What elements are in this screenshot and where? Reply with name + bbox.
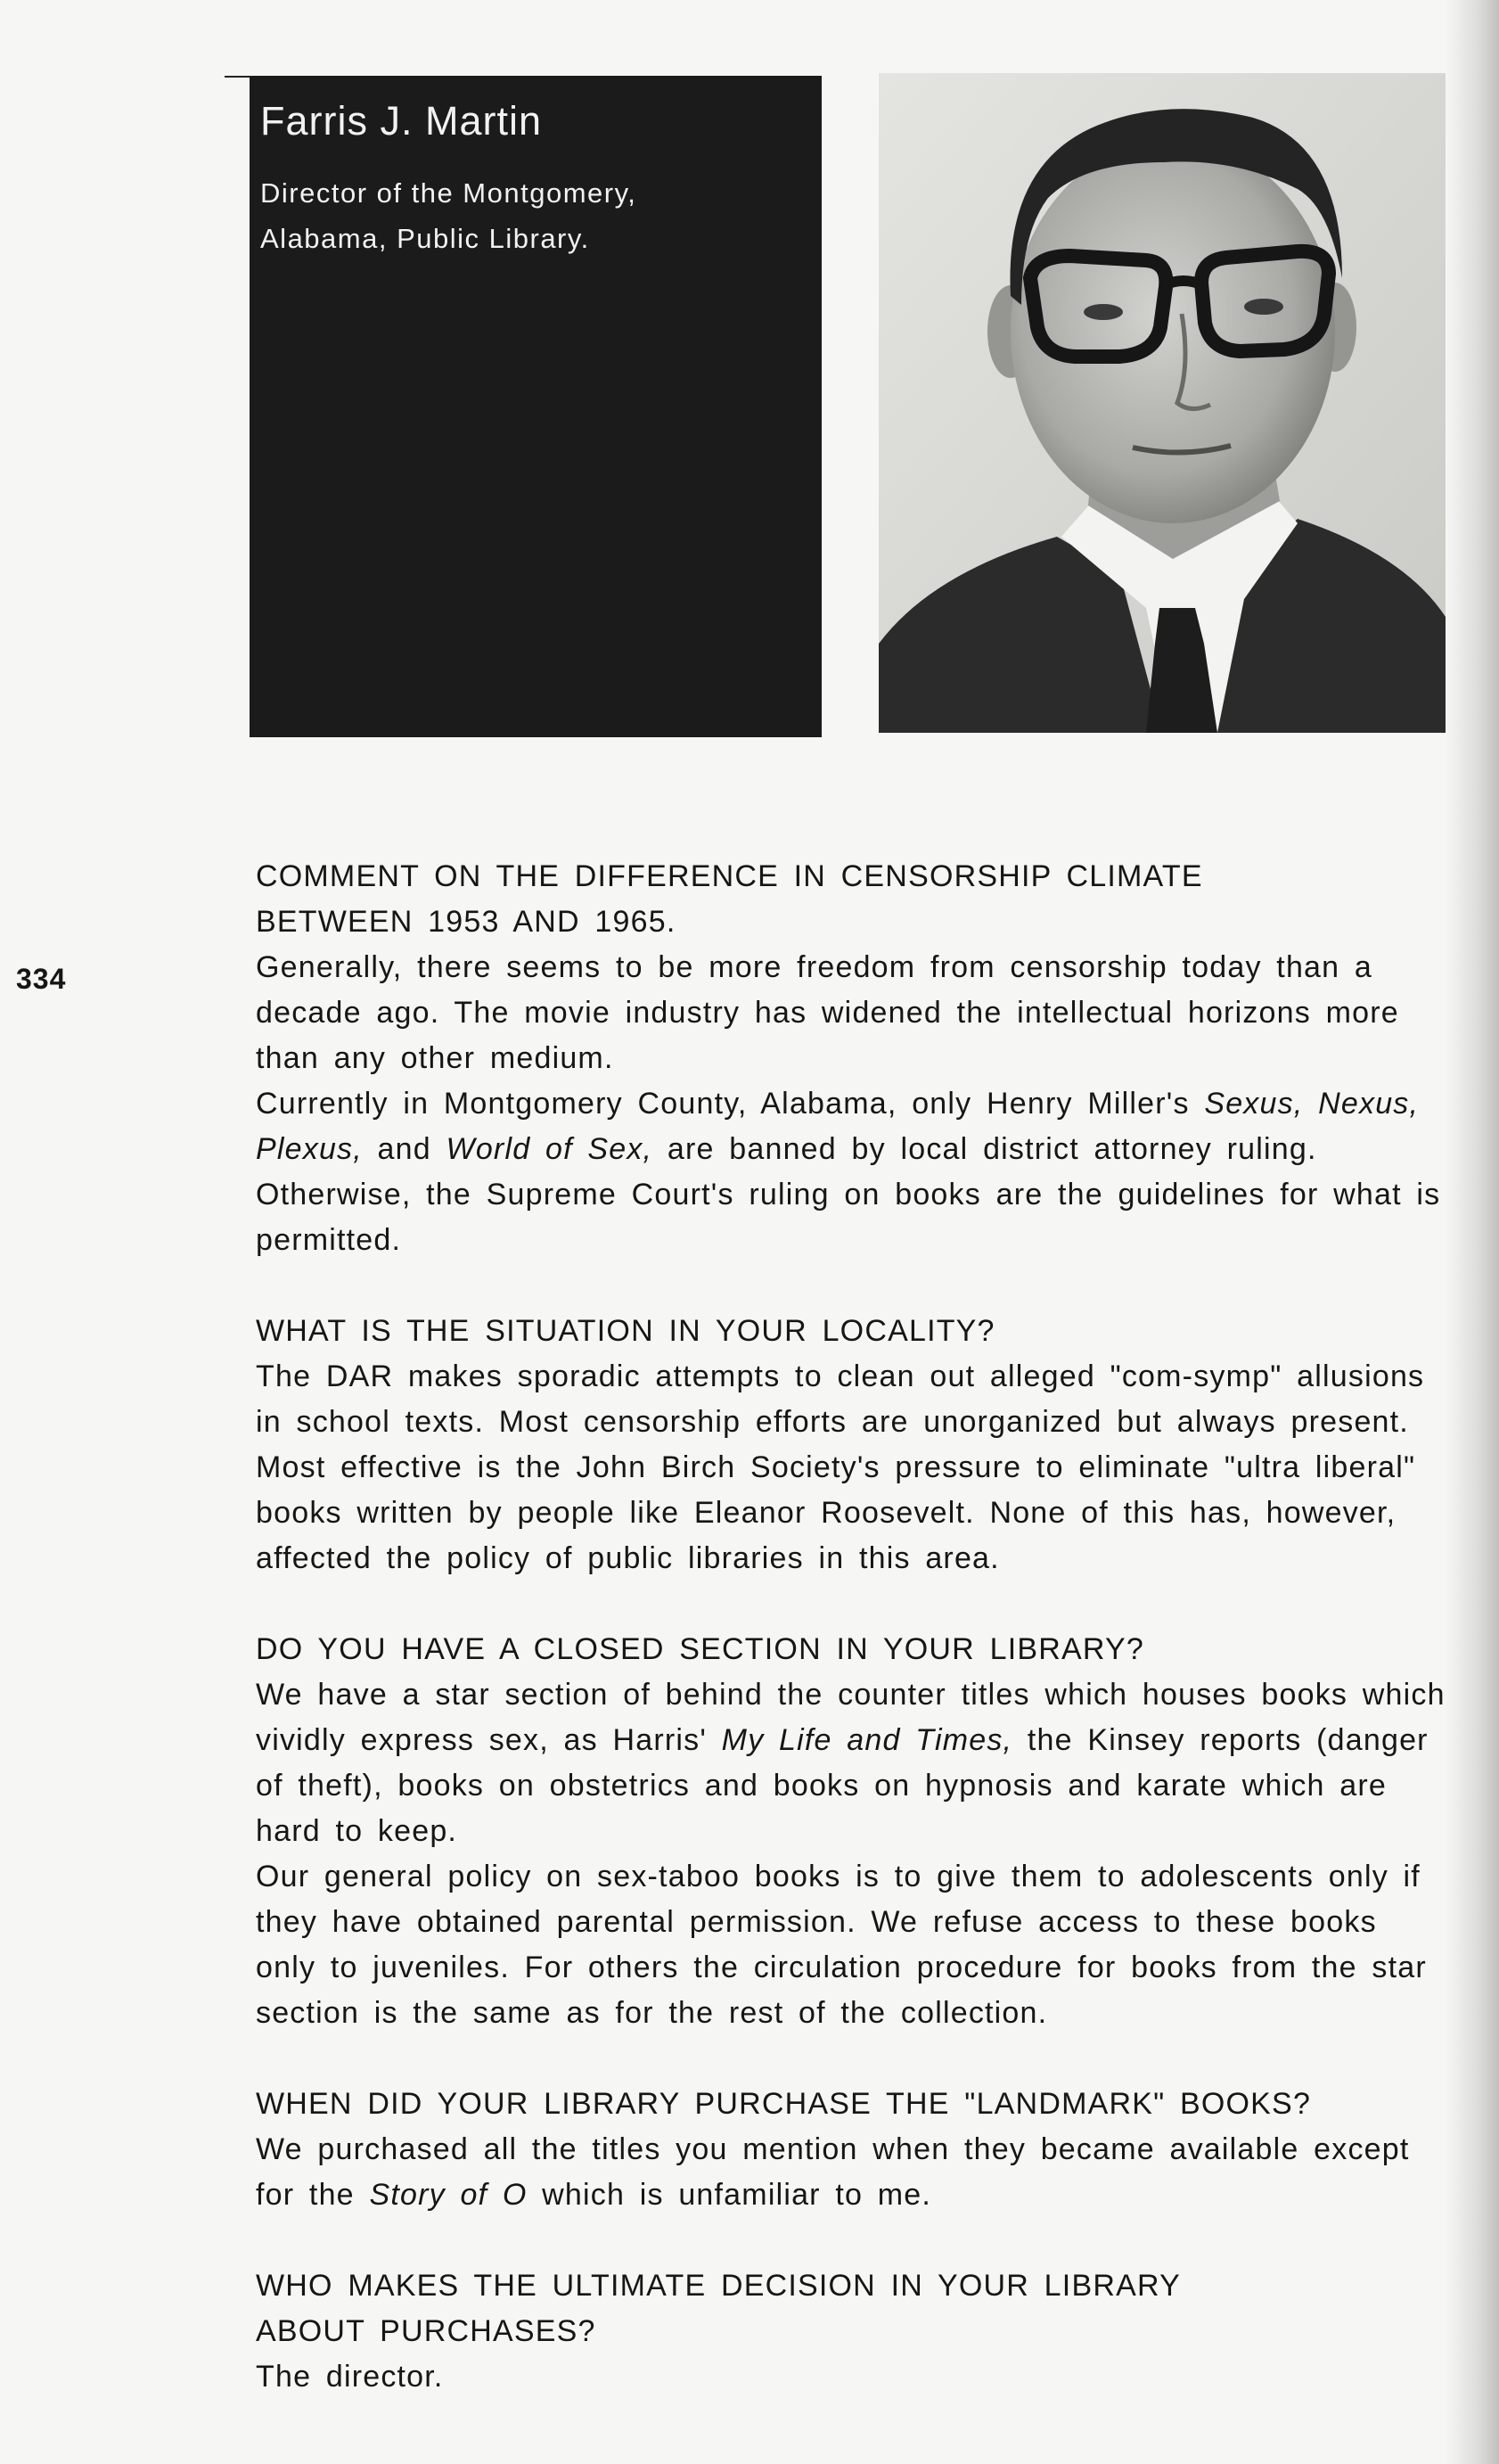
answer-text: which is unfamiliar to me. bbox=[527, 2178, 932, 2212]
question-heading: WHEN DID YOUR LIBRARY PURCHASE THE "LANDMARK" BOOKS? bbox=[256, 2087, 1312, 2121]
section-closed-section bbox=[256, 1627, 1450, 2036]
answer-paragraph bbox=[256, 1672, 1450, 1854]
question-heading: DO YOU HAVE A CLOSED SECTION IN YOUR LIBRARY? bbox=[256, 1632, 1144, 1666]
answer-text: are banned by local district attorney ruling. Otherwise, the Supreme Court's ruling on books are the guidelines for what is permitted. bbox=[256, 1132, 1441, 1257]
answer-text: and bbox=[362, 1132, 446, 1166]
answer-text: the Kinsey reports (danger of theft), books on obstetrics and books on hypnosis and karate which are hard to keep. bbox=[256, 1723, 1429, 1848]
answer-paragraph: Generally, there seems to be more freedom from censorship today than a decade ago. The movie industry has widened the intellectual horizons more than any other medium. bbox=[256, 950, 1399, 1075]
book-title: World of Sex, bbox=[446, 1132, 653, 1166]
portrait-photo bbox=[879, 73, 1446, 733]
bio-line-2: Alabama, Public Library. bbox=[260, 223, 590, 254]
section-purchase-decision bbox=[256, 2263, 1450, 2400]
answer-paragraph: The director. bbox=[256, 2360, 444, 2394]
answer-text: We purchased all the titles you mention when they became available except for the bbox=[256, 2132, 1410, 2212]
answer-paragraph: The DAR makes sporadic attempts to clean out alleged "com-symp" allusions in school texts. Most censorship efforts are unorganized but always present. Most effective is the John Birch Society's pressure to eliminate "ultra liberal" books written by people like Eleanor Roosevelt. None of this has, however, affected the policy of public libraries in this area. bbox=[256, 1359, 1425, 1575]
interview-body bbox=[256, 854, 1450, 2445]
question-heading: WHO MAKES THE ULTIMATE DECISION IN YOUR LIBRARY bbox=[256, 2269, 1181, 2303]
question-heading: BETWEEN 1953 AND 1965. bbox=[256, 905, 676, 939]
answer-text: Currently in Montgomery County, Alabama, only Henry Miller's bbox=[256, 1087, 1205, 1121]
answer-paragraph bbox=[256, 1081, 1450, 1263]
book-title: My Life and Times, bbox=[721, 1723, 1013, 1757]
section-landmark-books bbox=[256, 2082, 1450, 2218]
book-title: Nexus, bbox=[1318, 1087, 1420, 1121]
page-edge-shadow bbox=[1446, 0, 1499, 2464]
bio-line-1: Director of the Montgomery, bbox=[260, 177, 637, 209]
header-rule bbox=[225, 76, 250, 78]
book-title: Story of O bbox=[369, 2178, 528, 2212]
person-name: Farris J. Martin bbox=[260, 98, 543, 144]
book-title: Sexus, bbox=[1204, 1087, 1304, 1121]
question-heading: ABOUT PURCHASES? bbox=[256, 2314, 596, 2348]
section-locality bbox=[256, 1309, 1450, 1581]
question-heading: COMMENT ON THE DIFFERENCE IN CENSORSHIP CLIMATE bbox=[256, 859, 1203, 893]
page-number: 334 bbox=[16, 963, 67, 995]
name-caption-box bbox=[250, 76, 822, 737]
question-heading: WHAT IS THE SITUATION IN YOUR LOCALITY? bbox=[256, 1314, 995, 1348]
answer-text bbox=[1303, 1087, 1318, 1121]
portrait-illustration bbox=[879, 73, 1446, 733]
answer-paragraph bbox=[256, 2127, 1450, 2218]
answer-paragraph: Our general policy on sex-taboo books is to give them to adolescents only if they have obtained parental permission. We refuse access to these books only to juveniles. For others the circulation procedure for books from the star section is the same as for the rest of the collection. bbox=[256, 1860, 1427, 2030]
book-title: Plexus, bbox=[256, 1132, 363, 1166]
answer-text: We have a star section of behind the counter titles which houses books which vividly express sex, as Harris' bbox=[256, 1678, 1446, 1757]
section-censorship-climate bbox=[256, 854, 1450, 1263]
person-bio bbox=[260, 170, 822, 261]
